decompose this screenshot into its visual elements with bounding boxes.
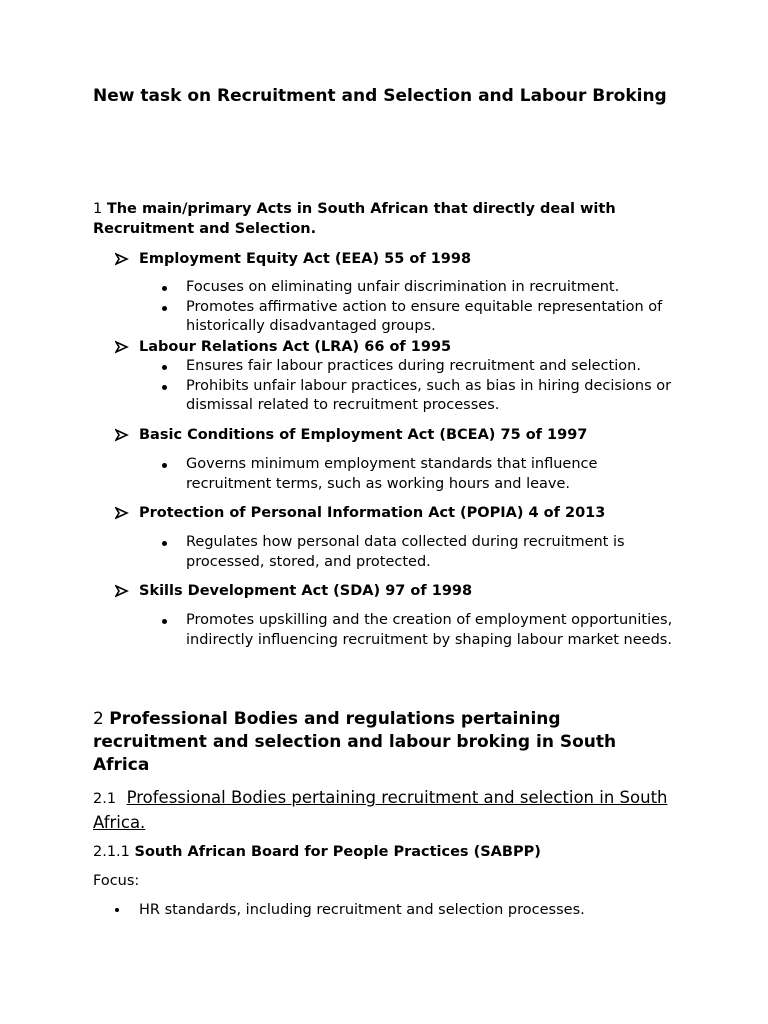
section-number: 1 (93, 201, 103, 217)
subsection-heading-text: Professional Bodies pertaining recruitment and selection in South Africa. (93, 788, 668, 832)
act-name: Labour Relations Act (LRA) 66 of 1995 (139, 339, 452, 355)
arrow-bullet-icon (115, 425, 129, 445)
section-1-heading (93, 199, 683, 239)
list-item: Focuses on eliminating unfair discrimination in recruitment. (161, 278, 681, 298)
act-name: Employment Equity Act (EEA) 55 of 1998 (139, 251, 472, 267)
bullet-dot-icon (162, 541, 167, 546)
act-bullet-list (161, 611, 681, 650)
arrow-bullet-icon (115, 337, 129, 357)
arrow-bullet-icon (115, 503, 129, 523)
list-item: Prohibits unfair labour practices, such as bias in hiring decisions or dismissal related to recruitment processes. (161, 377, 681, 416)
list-item: Promotes upskilling and the creation of employment opportunities, indirectly influencing recruitment by shaping labour market needs. (161, 611, 681, 650)
focus-bullet-list (113, 900, 673, 920)
act-name: Basic Conditions of Employment Act (BCEA) 75 of 1997 (139, 427, 588, 443)
list-item: Ensures fair labour practices during recruitment and selection. (161, 357, 681, 377)
subsection-2-1-1-heading (93, 842, 683, 862)
list-item: Promotes affirmative action to ensure equitable representation of historically disadvantaged groups. (161, 298, 681, 337)
act-bullet-list (161, 455, 681, 494)
act-bullet-list (161, 357, 681, 416)
subsection-number: 2.1.1 (93, 844, 130, 860)
section-2-heading (93, 708, 673, 777)
document-title: New task on Recruitment and Selection and Labour Broking (93, 86, 667, 106)
act-bullet-list (161, 278, 681, 337)
subsection-heading-text: South African Board for People Practices (SABPP) (134, 844, 541, 860)
list-item: HR standards, including recruitment and selection processes. (113, 900, 673, 920)
section-number: 2 (93, 709, 104, 729)
arrow-bullet-icon (115, 249, 129, 269)
section-heading-text: The main/primary Acts in South African that directly deal with Recruitment and Selection. (93, 201, 616, 237)
list-item: Governs minimum employment standards that influence recruitment terms, such as working hours and leave. (161, 455, 681, 494)
section-heading-text: Professional Bodies and regulations pertaining recruitment and selection and labour broking in South Africa (93, 709, 617, 775)
bullet-dot-icon (162, 286, 167, 291)
act-bullet-list (161, 533, 681, 572)
arrow-bullet-icon (115, 581, 129, 601)
focus-label: Focus: (93, 873, 140, 889)
bullet-dot-icon (162, 619, 167, 624)
bullet-dot-icon (115, 908, 119, 912)
act-name: Skills Development Act (SDA) 97 of 1998 (139, 583, 473, 599)
bullet-dot-icon (162, 463, 167, 468)
subsection-2-1-heading (93, 786, 683, 834)
list-item: Regulates how personal data collected during recruitment is processed, stored, and protected. (161, 533, 681, 572)
bullet-dot-icon (162, 365, 167, 370)
bullet-dot-icon (162, 306, 167, 311)
act-name: Protection of Personal Information Act (POPIA) 4 of 2013 (139, 505, 606, 521)
bullet-dot-icon (162, 385, 167, 390)
subsection-number: 2.1 (93, 791, 117, 807)
